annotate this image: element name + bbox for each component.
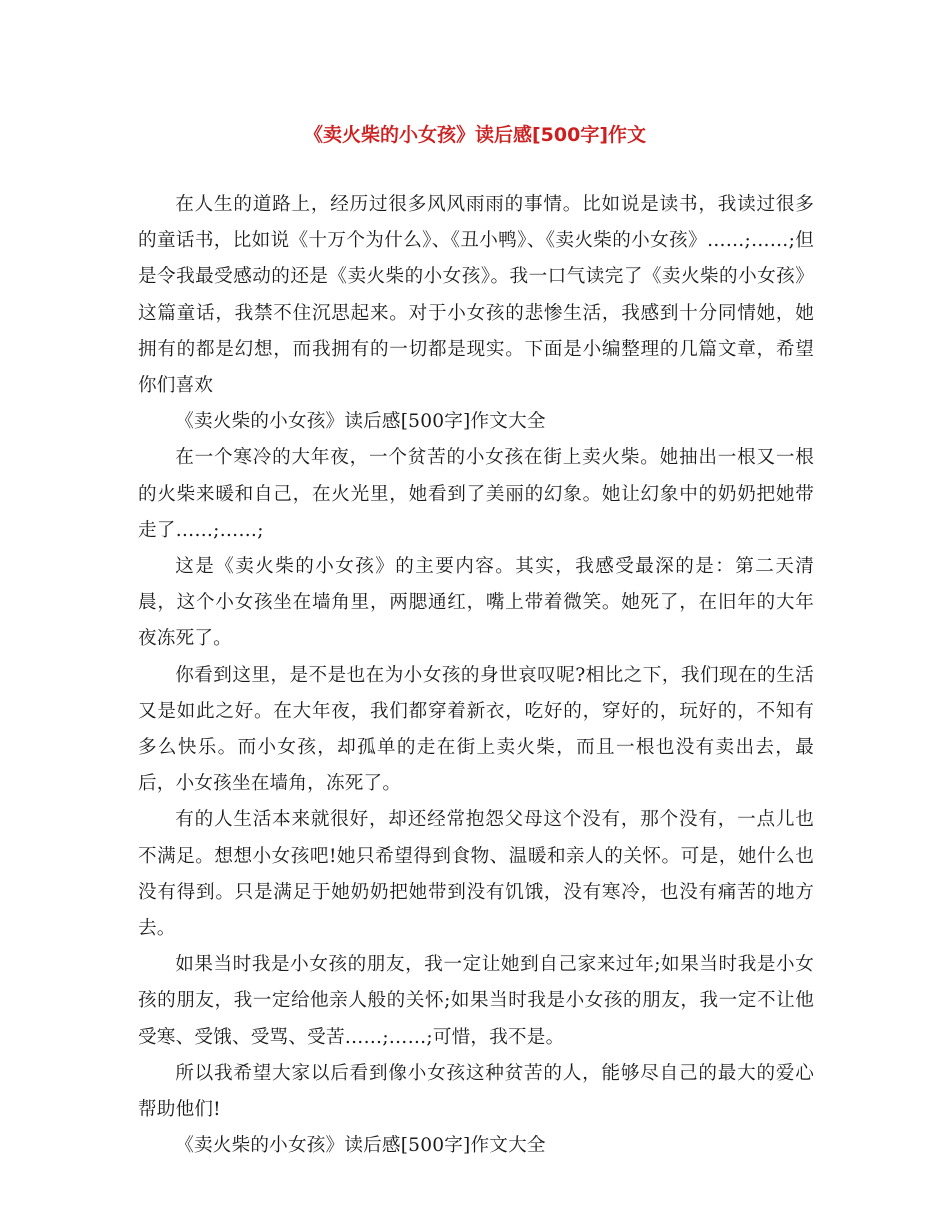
- document-body: [138, 187, 814, 1164]
- body-paragraph: 有的人生活本来就很好，却还经常抱怨父母这个没有，那个没有，一点儿也不满足。想想小女孩吧!她只希望得到食物、温暖和亲人的关怀。可是，她什么也没有得到。只是满足于她奶奶把她带到没有饥饿，没有寒冷，也没有痛苦的地方去。: [138, 809, 814, 940]
- section-heading: 《卖火柴的小女孩》读后感[500字]作文大全: [175, 1135, 546, 1157]
- body-paragraph: 所以我希望大家以后看到像小女孩这种贫苦的人，能够尽自己的最大的爱心帮助他们!: [138, 1062, 814, 1121]
- intro-paragraph: 在人生的道路上，经历过很多风风雨雨的事情。比如说是读书，我读过很多的童话书，比如说《十万个为什么》、《丑小鸭》、《卖火柴的小女孩》……;……;但是令我最受感动的还是《卖火柴的小女孩》。我一口气读完了《卖火柴的小女孩》这篇童话，我禁不住沉思起来。对于小女孩的悲惨生活，我感到十分同情她，她拥有的都是幻想，而我拥有的一切都是现实。下面是小编整理的几篇文章，希望你们喜欢: [138, 194, 814, 397]
- body-paragraph: 这是《卖火柴的小女孩》的主要内容。其实，我感受最深的是：第二天清晨，这个小女孩坐在墙角里，两腮通红，嘴上带着微笑。她死了，在旧年的大年夜冻死了。: [138, 556, 814, 650]
- section-heading: 《卖火柴的小女孩》读后感[500字]作文大全: [175, 411, 546, 433]
- document-title: 《卖火柴的小女孩》读后感[500字]作文: [303, 124, 647, 146]
- body-paragraph: 你看到这里，是不是也在为小女孩的身世哀叹呢?相比之下，我们现在的生活又是如此之好。在大年夜，我们都穿着新衣，吃好的，穿好的，玩好的，不知有多么快乐。而小女孩，却孤单的走在街上卖火柴，而且一根也没有卖出去，最后，小女孩坐在墙角，冻死了。: [138, 664, 814, 795]
- body-paragraph: 在一个寒冷的大年夜，一个贫苦的小女孩在街上卖火柴。她抽出一根又一根的火柴来暖和自己，在火光里，她看到了美丽的幻象。她让幻象中的奶奶把她带走了……;……;: [138, 447, 814, 541]
- body-paragraph: 如果当时我是小女孩的朋友，我一定让她到自己家来过年;如果当时我是小女孩的朋友，我一定给他亲人般的关怀;如果当时我是小女孩的朋友，我一定不让他受寒、受饿、受骂、受苦……;……;可惜，我不是。: [138, 954, 814, 1048]
